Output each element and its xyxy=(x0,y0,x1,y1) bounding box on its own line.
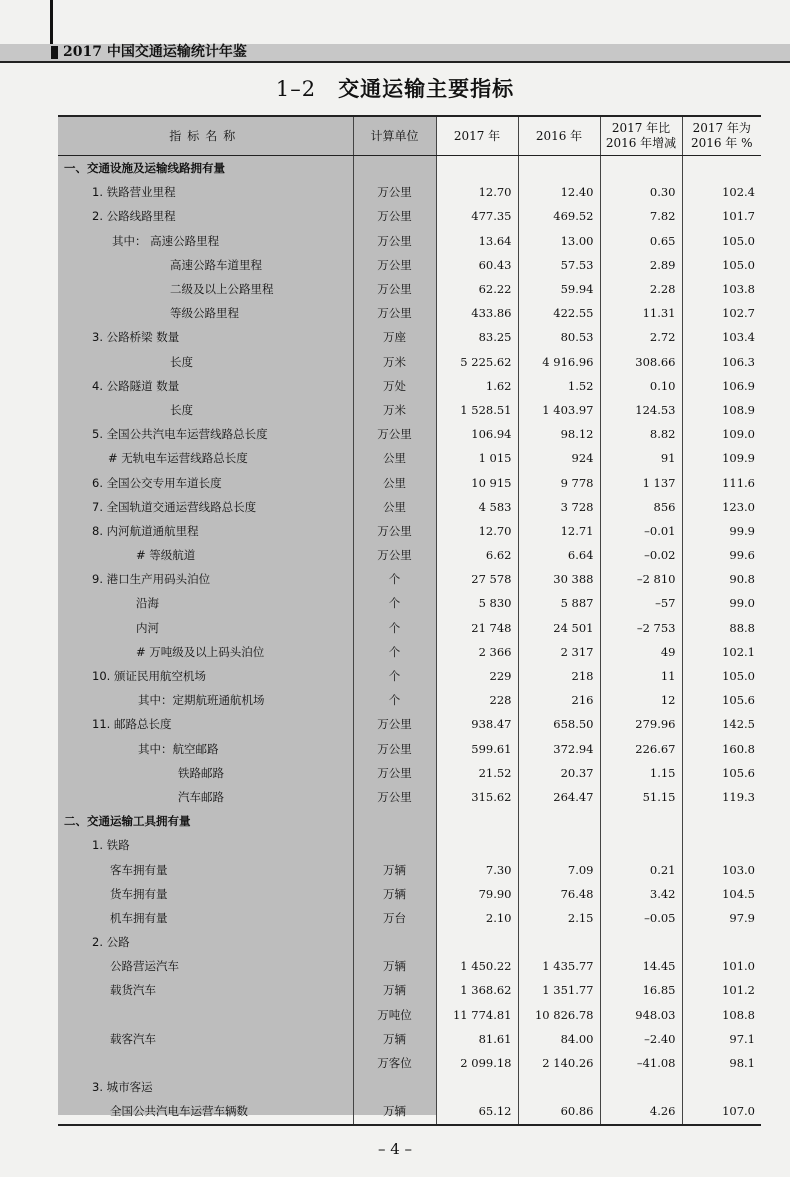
row-name xyxy=(58,1003,353,1027)
value-change: 948.03 xyxy=(600,1003,682,1027)
value-2017: 27 578 xyxy=(436,567,518,591)
row-name: 10. 颁证民用航空机场 xyxy=(92,669,206,684)
value-change: 279.96 xyxy=(600,712,682,736)
value-2017: 5 225.62 xyxy=(436,350,518,374)
row-name: 长度 xyxy=(170,402,193,417)
value-change: 0.65 xyxy=(600,229,682,253)
value-change: 3.42 xyxy=(600,882,682,906)
value-2017: 1 450.22 xyxy=(436,954,518,978)
value-percent: 90.8 xyxy=(682,567,761,591)
value-2017: 13.64 xyxy=(436,229,518,253)
value-2016: 5 887 xyxy=(518,591,600,615)
row-unit: 万处 xyxy=(353,374,436,398)
table-row xyxy=(58,567,761,591)
value-2016: 7.09 xyxy=(518,857,600,881)
table-body xyxy=(58,156,761,1125)
value-2017: 65.12 xyxy=(436,1099,518,1124)
col-header-2017: 2017 年 xyxy=(436,116,518,156)
row-name: 铁路邮路 xyxy=(178,765,224,780)
value-2017: 477.35 xyxy=(436,204,518,228)
row-name: 其中：航空邮路 xyxy=(138,741,219,756)
row-unit: 万辆 xyxy=(353,978,436,1002)
value-2016: 80.53 xyxy=(518,325,600,349)
value-2016: 84.00 xyxy=(518,1027,600,1051)
row-unit: 万公里 xyxy=(353,737,436,761)
value-2016: 9 778 xyxy=(518,470,600,494)
value-percent: 102.7 xyxy=(682,301,761,325)
row-unit: 万辆 xyxy=(353,857,436,881)
value-2016: 20.37 xyxy=(518,761,600,785)
value-percent xyxy=(682,833,761,857)
value-change: 124.53 xyxy=(600,398,682,422)
value-2016: 24 501 xyxy=(518,616,600,640)
value-change: 0.21 xyxy=(600,857,682,881)
value-change: 0.30 xyxy=(600,180,682,204)
value-2017: 5 830 xyxy=(436,591,518,615)
value-2016: 1 351.77 xyxy=(518,978,600,1002)
table-row xyxy=(58,737,761,761)
value-percent: 99.6 xyxy=(682,543,761,567)
table-row xyxy=(58,712,761,736)
table-row xyxy=(58,1099,761,1124)
value-2017: 106.94 xyxy=(436,422,518,446)
row-name: 载货汽车 xyxy=(110,983,156,998)
row-unit: 万公里 xyxy=(353,277,436,301)
value-percent: 160.8 xyxy=(682,737,761,761)
row-name: 3. 城市客运 xyxy=(92,1080,153,1095)
row-unit: 万公里 xyxy=(353,301,436,325)
value-2016: 2 140.26 xyxy=(518,1051,600,1075)
table-row xyxy=(58,761,761,785)
value-2017: 12.70 xyxy=(436,180,518,204)
row-name: 高速公路车道里程 xyxy=(170,257,262,272)
row-unit xyxy=(353,930,436,954)
value-2016: 2 317 xyxy=(518,640,600,664)
value-percent: 109.0 xyxy=(682,422,761,446)
table-row xyxy=(58,253,761,277)
value-percent: 106.3 xyxy=(682,350,761,374)
value-2016: 924 xyxy=(518,446,600,470)
table-header xyxy=(58,116,761,156)
value-2017 xyxy=(436,833,518,857)
value-2017: 315.62 xyxy=(436,785,518,809)
row-name: 其中：定期航班通航机场 xyxy=(138,693,265,708)
row-unit: 万公里 xyxy=(353,204,436,228)
row-unit: 万公里 xyxy=(353,543,436,567)
row-unit: 万辆 xyxy=(353,1027,436,1051)
row-unit: 万吨位 xyxy=(353,1003,436,1027)
value-2016: 1 403.97 xyxy=(518,398,600,422)
value-2017: 60.43 xyxy=(436,253,518,277)
header-marker xyxy=(51,46,58,59)
value-2016: 12.40 xyxy=(518,180,600,204)
value-change: 308.66 xyxy=(600,350,682,374)
page-number: – 4 – xyxy=(377,1140,413,1158)
value-change: –0.01 xyxy=(600,519,682,543)
row-unit: 万座 xyxy=(353,325,436,349)
value-percent: 105.6 xyxy=(682,761,761,785)
value-change: 0.10 xyxy=(600,374,682,398)
row-unit: 个 xyxy=(353,688,436,712)
row-name: 5. 全国公共汽电车运营线路总长度 xyxy=(92,427,268,442)
row-unit: 公里 xyxy=(353,470,436,494)
value-2016: 60.86 xyxy=(518,1099,600,1124)
table-row xyxy=(58,688,761,712)
table-row xyxy=(58,519,761,543)
row-unit xyxy=(353,1075,436,1099)
value-percent: 98.1 xyxy=(682,1051,761,1075)
value-change xyxy=(600,930,682,954)
row-unit: 万辆 xyxy=(353,882,436,906)
table-row xyxy=(58,301,761,325)
row-unit: 万公里 xyxy=(353,229,436,253)
row-unit: 个 xyxy=(353,616,436,640)
row-unit: 万客位 xyxy=(353,1051,436,1075)
value-2016 xyxy=(518,1075,600,1099)
row-name: # 等级航道 xyxy=(136,548,196,563)
value-2017: 1 528.51 xyxy=(436,398,518,422)
row-name: 汽车邮路 xyxy=(178,789,224,804)
row-unit: 个 xyxy=(353,664,436,688)
value-change: 49 xyxy=(600,640,682,664)
col-header-unit: 计算单位 xyxy=(353,116,436,156)
row-name: 11. 邮路总长度 xyxy=(92,717,172,732)
table-row xyxy=(58,1003,761,1027)
table-row xyxy=(58,833,761,857)
value-percent: 104.5 xyxy=(682,882,761,906)
row-unit xyxy=(353,156,436,181)
table-title: 交通运输主要指标 xyxy=(338,76,515,101)
value-2017: 21 748 xyxy=(436,616,518,640)
value-percent xyxy=(682,1075,761,1099)
value-percent: 103.0 xyxy=(682,857,761,881)
row-name: 载客汽车 xyxy=(110,1031,156,1046)
value-change: –0.02 xyxy=(600,543,682,567)
value-percent: 97.9 xyxy=(682,906,761,930)
row-unit: 万公里 xyxy=(353,180,436,204)
value-2017: 938.47 xyxy=(436,712,518,736)
value-change: 4.26 xyxy=(600,1099,682,1124)
row-unit: 万米 xyxy=(353,398,436,422)
value-2016: 57.53 xyxy=(518,253,600,277)
value-change: 2.72 xyxy=(600,325,682,349)
row-name: 8. 内河航道通航里程 xyxy=(92,523,199,538)
row-unit: 万公里 xyxy=(353,519,436,543)
value-percent: 99.0 xyxy=(682,591,761,615)
value-change: 1.15 xyxy=(600,761,682,785)
value-2017: 599.61 xyxy=(436,737,518,761)
value-2017: 228 xyxy=(436,688,518,712)
value-2016: 98.12 xyxy=(518,422,600,446)
value-percent: 106.9 xyxy=(682,374,761,398)
row-name: # 无轨电车运营线路总长度 xyxy=(108,451,248,466)
value-percent: 103.8 xyxy=(682,277,761,301)
value-percent: 103.4 xyxy=(682,325,761,349)
value-2017: 4 583 xyxy=(436,495,518,519)
table-row xyxy=(58,180,761,204)
value-2017 xyxy=(436,809,518,833)
value-percent: 101.2 xyxy=(682,978,761,1002)
value-percent: 101.0 xyxy=(682,954,761,978)
value-change: 226.67 xyxy=(600,737,682,761)
value-change: 11.31 xyxy=(600,301,682,325)
table-row xyxy=(58,930,761,954)
value-2017: 1 368.62 xyxy=(436,978,518,1002)
row-unit: 个 xyxy=(353,567,436,591)
value-percent xyxy=(682,156,761,181)
value-2017 xyxy=(436,930,518,954)
row-name: 4. 公路隧道 数量 xyxy=(92,378,180,393)
row-name: 全国公共汽电车运营车辆数 xyxy=(58,1099,353,1124)
value-change: 12 xyxy=(600,688,682,712)
value-2017 xyxy=(436,1075,518,1099)
value-2016: 658.50 xyxy=(518,712,600,736)
value-change: 1 137 xyxy=(600,470,682,494)
row-name: 3. 公路桥梁 数量 xyxy=(92,330,180,345)
value-change xyxy=(600,809,682,833)
row-name: 6. 全国公交专用车道长度 xyxy=(92,475,222,490)
value-percent: 123.0 xyxy=(682,495,761,519)
table-row xyxy=(58,398,761,422)
value-change xyxy=(600,833,682,857)
value-2016 xyxy=(518,156,600,181)
value-percent: 105.0 xyxy=(682,229,761,253)
value-2017 xyxy=(436,156,518,181)
value-2017: 11 774.81 xyxy=(436,1003,518,1027)
row-name: # 万吨级及以上码头泊位 xyxy=(136,644,265,659)
value-change xyxy=(600,1075,682,1099)
value-2017: 2 099.18 xyxy=(436,1051,518,1075)
value-2016: 469.52 xyxy=(518,204,600,228)
table-row xyxy=(58,277,761,301)
value-change: –0.05 xyxy=(600,906,682,930)
row-name: 等级公路里程 xyxy=(170,306,239,321)
row-name: 内河 xyxy=(136,620,159,635)
value-2017: 6.62 xyxy=(436,543,518,567)
value-2016: 218 xyxy=(518,664,600,688)
value-change: –2 810 xyxy=(600,567,682,591)
value-change: –41.08 xyxy=(600,1051,682,1075)
value-2016: 2.15 xyxy=(518,906,600,930)
value-2016: 422.55 xyxy=(518,301,600,325)
value-percent: 101.7 xyxy=(682,204,761,228)
value-2016: 76.48 xyxy=(518,882,600,906)
row-unit: 万公里 xyxy=(353,785,436,809)
value-change: –2 753 xyxy=(600,616,682,640)
row-name: 公路营运汽车 xyxy=(110,959,179,974)
col-header-name: 指标名称 xyxy=(58,116,353,156)
row-name: 9. 港口生产用码头泊位 xyxy=(92,572,211,587)
value-2016: 372.94 xyxy=(518,737,600,761)
table-row xyxy=(58,882,761,906)
value-percent: 142.5 xyxy=(682,712,761,736)
value-2016: 4 916.96 xyxy=(518,350,600,374)
col-header-change: 2017 年比 2016 年增减 xyxy=(600,116,682,156)
value-change: 91 xyxy=(600,446,682,470)
value-change: 2.28 xyxy=(600,277,682,301)
col-header-percent: 2017 年为 2016 年 % xyxy=(682,116,761,156)
value-percent: 108.9 xyxy=(682,398,761,422)
row-unit: 万公里 xyxy=(353,761,436,785)
table-row xyxy=(58,422,761,446)
value-change: –2.40 xyxy=(600,1027,682,1051)
value-percent: 99.9 xyxy=(682,519,761,543)
value-2017: 81.61 xyxy=(436,1027,518,1051)
value-change: 2.89 xyxy=(600,253,682,277)
value-change: 14.45 xyxy=(600,954,682,978)
value-percent: 105.0 xyxy=(682,664,761,688)
table-row xyxy=(58,591,761,615)
table-row xyxy=(58,470,761,494)
value-percent: 97.1 xyxy=(682,1027,761,1051)
row-name: 一、交通设施及运输线路拥有量 xyxy=(64,161,225,176)
table-row xyxy=(58,664,761,688)
row-name: 二、交通运输工具拥有量 xyxy=(64,814,191,829)
value-2016: 216 xyxy=(518,688,600,712)
value-2016: 1.52 xyxy=(518,374,600,398)
section-row xyxy=(58,809,761,833)
row-unit: 万米 xyxy=(353,350,436,374)
section-row xyxy=(58,156,761,181)
row-name: 机车拥有量 xyxy=(110,910,168,925)
value-2016 xyxy=(518,930,600,954)
value-2017: 1 015 xyxy=(436,446,518,470)
indicator-table xyxy=(58,115,761,1126)
value-2016: 1 435.77 xyxy=(518,954,600,978)
value-2017: 2.10 xyxy=(436,906,518,930)
row-name: 7. 全国轨道交通运营线路总长度 xyxy=(92,499,257,514)
value-2017: 1.62 xyxy=(436,374,518,398)
row-unit: 公里 xyxy=(353,495,436,519)
table-row xyxy=(58,325,761,349)
row-unit: 万台 xyxy=(353,906,436,930)
value-2016: 12.71 xyxy=(518,519,600,543)
value-change: 16.85 xyxy=(600,978,682,1002)
row-unit xyxy=(353,809,436,833)
value-2017: 229 xyxy=(436,664,518,688)
row-unit: 万公里 xyxy=(353,253,436,277)
value-2017: 83.25 xyxy=(436,325,518,349)
value-2016: 264.47 xyxy=(518,785,600,809)
row-unit: 万公里 xyxy=(353,422,436,446)
row-name: 其中： 高速公路里程 xyxy=(112,233,220,248)
row-unit xyxy=(353,833,436,857)
row-unit: 个 xyxy=(353,640,436,664)
table-row xyxy=(58,906,761,930)
value-percent: 105.0 xyxy=(682,253,761,277)
value-change: 11 xyxy=(600,664,682,688)
value-percent: 102.1 xyxy=(682,640,761,664)
table-row xyxy=(58,616,761,640)
table-row xyxy=(58,543,761,567)
table-row xyxy=(58,446,761,470)
value-2016: 59.94 xyxy=(518,277,600,301)
table-row xyxy=(58,495,761,519)
row-unit: 万辆 xyxy=(353,954,436,978)
value-percent: 119.3 xyxy=(682,785,761,809)
row-unit: 公里 xyxy=(353,446,436,470)
row-name: 2. 公路线路里程 xyxy=(92,209,176,224)
value-2017: 433.86 xyxy=(436,301,518,325)
value-percent xyxy=(682,930,761,954)
value-percent: 88.8 xyxy=(682,616,761,640)
table-row xyxy=(58,978,761,1002)
row-name: 1. 铁路营业里程 xyxy=(92,185,176,200)
value-2017: 12.70 xyxy=(436,519,518,543)
value-percent: 107.0 xyxy=(682,1099,761,1124)
row-name: 沿海 xyxy=(136,596,159,611)
row-name: 2. 公路 xyxy=(92,935,130,950)
table-row xyxy=(58,350,761,374)
table-row xyxy=(58,204,761,228)
value-percent: 105.6 xyxy=(682,688,761,712)
table-row xyxy=(58,1027,761,1051)
value-change: 51.15 xyxy=(600,785,682,809)
value-change xyxy=(600,156,682,181)
row-unit: 个 xyxy=(353,591,436,615)
row-name: 长度 xyxy=(170,354,193,369)
row-name: 客车拥有量 xyxy=(110,862,168,877)
col-header-2016: 2016 年 xyxy=(518,116,600,156)
value-2017: 62.22 xyxy=(436,277,518,301)
table-number: 1–2 xyxy=(275,77,317,101)
table-row xyxy=(58,954,761,978)
value-change: –57 xyxy=(600,591,682,615)
value-percent: 108.8 xyxy=(682,1003,761,1027)
value-percent: 102.4 xyxy=(682,180,761,204)
page-title xyxy=(0,73,790,103)
value-percent: 111.6 xyxy=(682,470,761,494)
row-name: 二级及以上公路里程 xyxy=(170,282,274,297)
value-2017: 10 915 xyxy=(436,470,518,494)
table-row xyxy=(58,229,761,253)
value-2016: 30 388 xyxy=(518,567,600,591)
row-name xyxy=(58,1051,353,1075)
value-2016: 10 826.78 xyxy=(518,1003,600,1027)
value-percent: 109.9 xyxy=(682,446,761,470)
value-2016: 3 728 xyxy=(518,495,600,519)
running-header: 2017 中国交通运输统计年鉴 xyxy=(63,44,247,60)
value-2016 xyxy=(518,809,600,833)
value-2016 xyxy=(518,833,600,857)
row-unit: 万辆 xyxy=(353,1099,436,1124)
table-row xyxy=(58,640,761,664)
value-2017: 21.52 xyxy=(436,761,518,785)
value-2017: 79.90 xyxy=(436,882,518,906)
value-change: 8.82 xyxy=(600,422,682,446)
value-2017: 7.30 xyxy=(436,857,518,881)
row-name: 货车拥有量 xyxy=(110,886,168,901)
table-row xyxy=(58,1075,761,1099)
table-row xyxy=(58,857,761,881)
row-name: 1. 铁路 xyxy=(92,838,130,853)
value-change: 856 xyxy=(600,495,682,519)
value-2017: 2 366 xyxy=(436,640,518,664)
row-unit: 万公里 xyxy=(353,712,436,736)
value-percent xyxy=(682,809,761,833)
value-change: 7.82 xyxy=(600,204,682,228)
table-row xyxy=(58,1051,761,1075)
top-rule xyxy=(0,0,53,46)
value-2016: 6.64 xyxy=(518,543,600,567)
table-row xyxy=(58,374,761,398)
table-row xyxy=(58,785,761,809)
value-2016: 13.00 xyxy=(518,229,600,253)
